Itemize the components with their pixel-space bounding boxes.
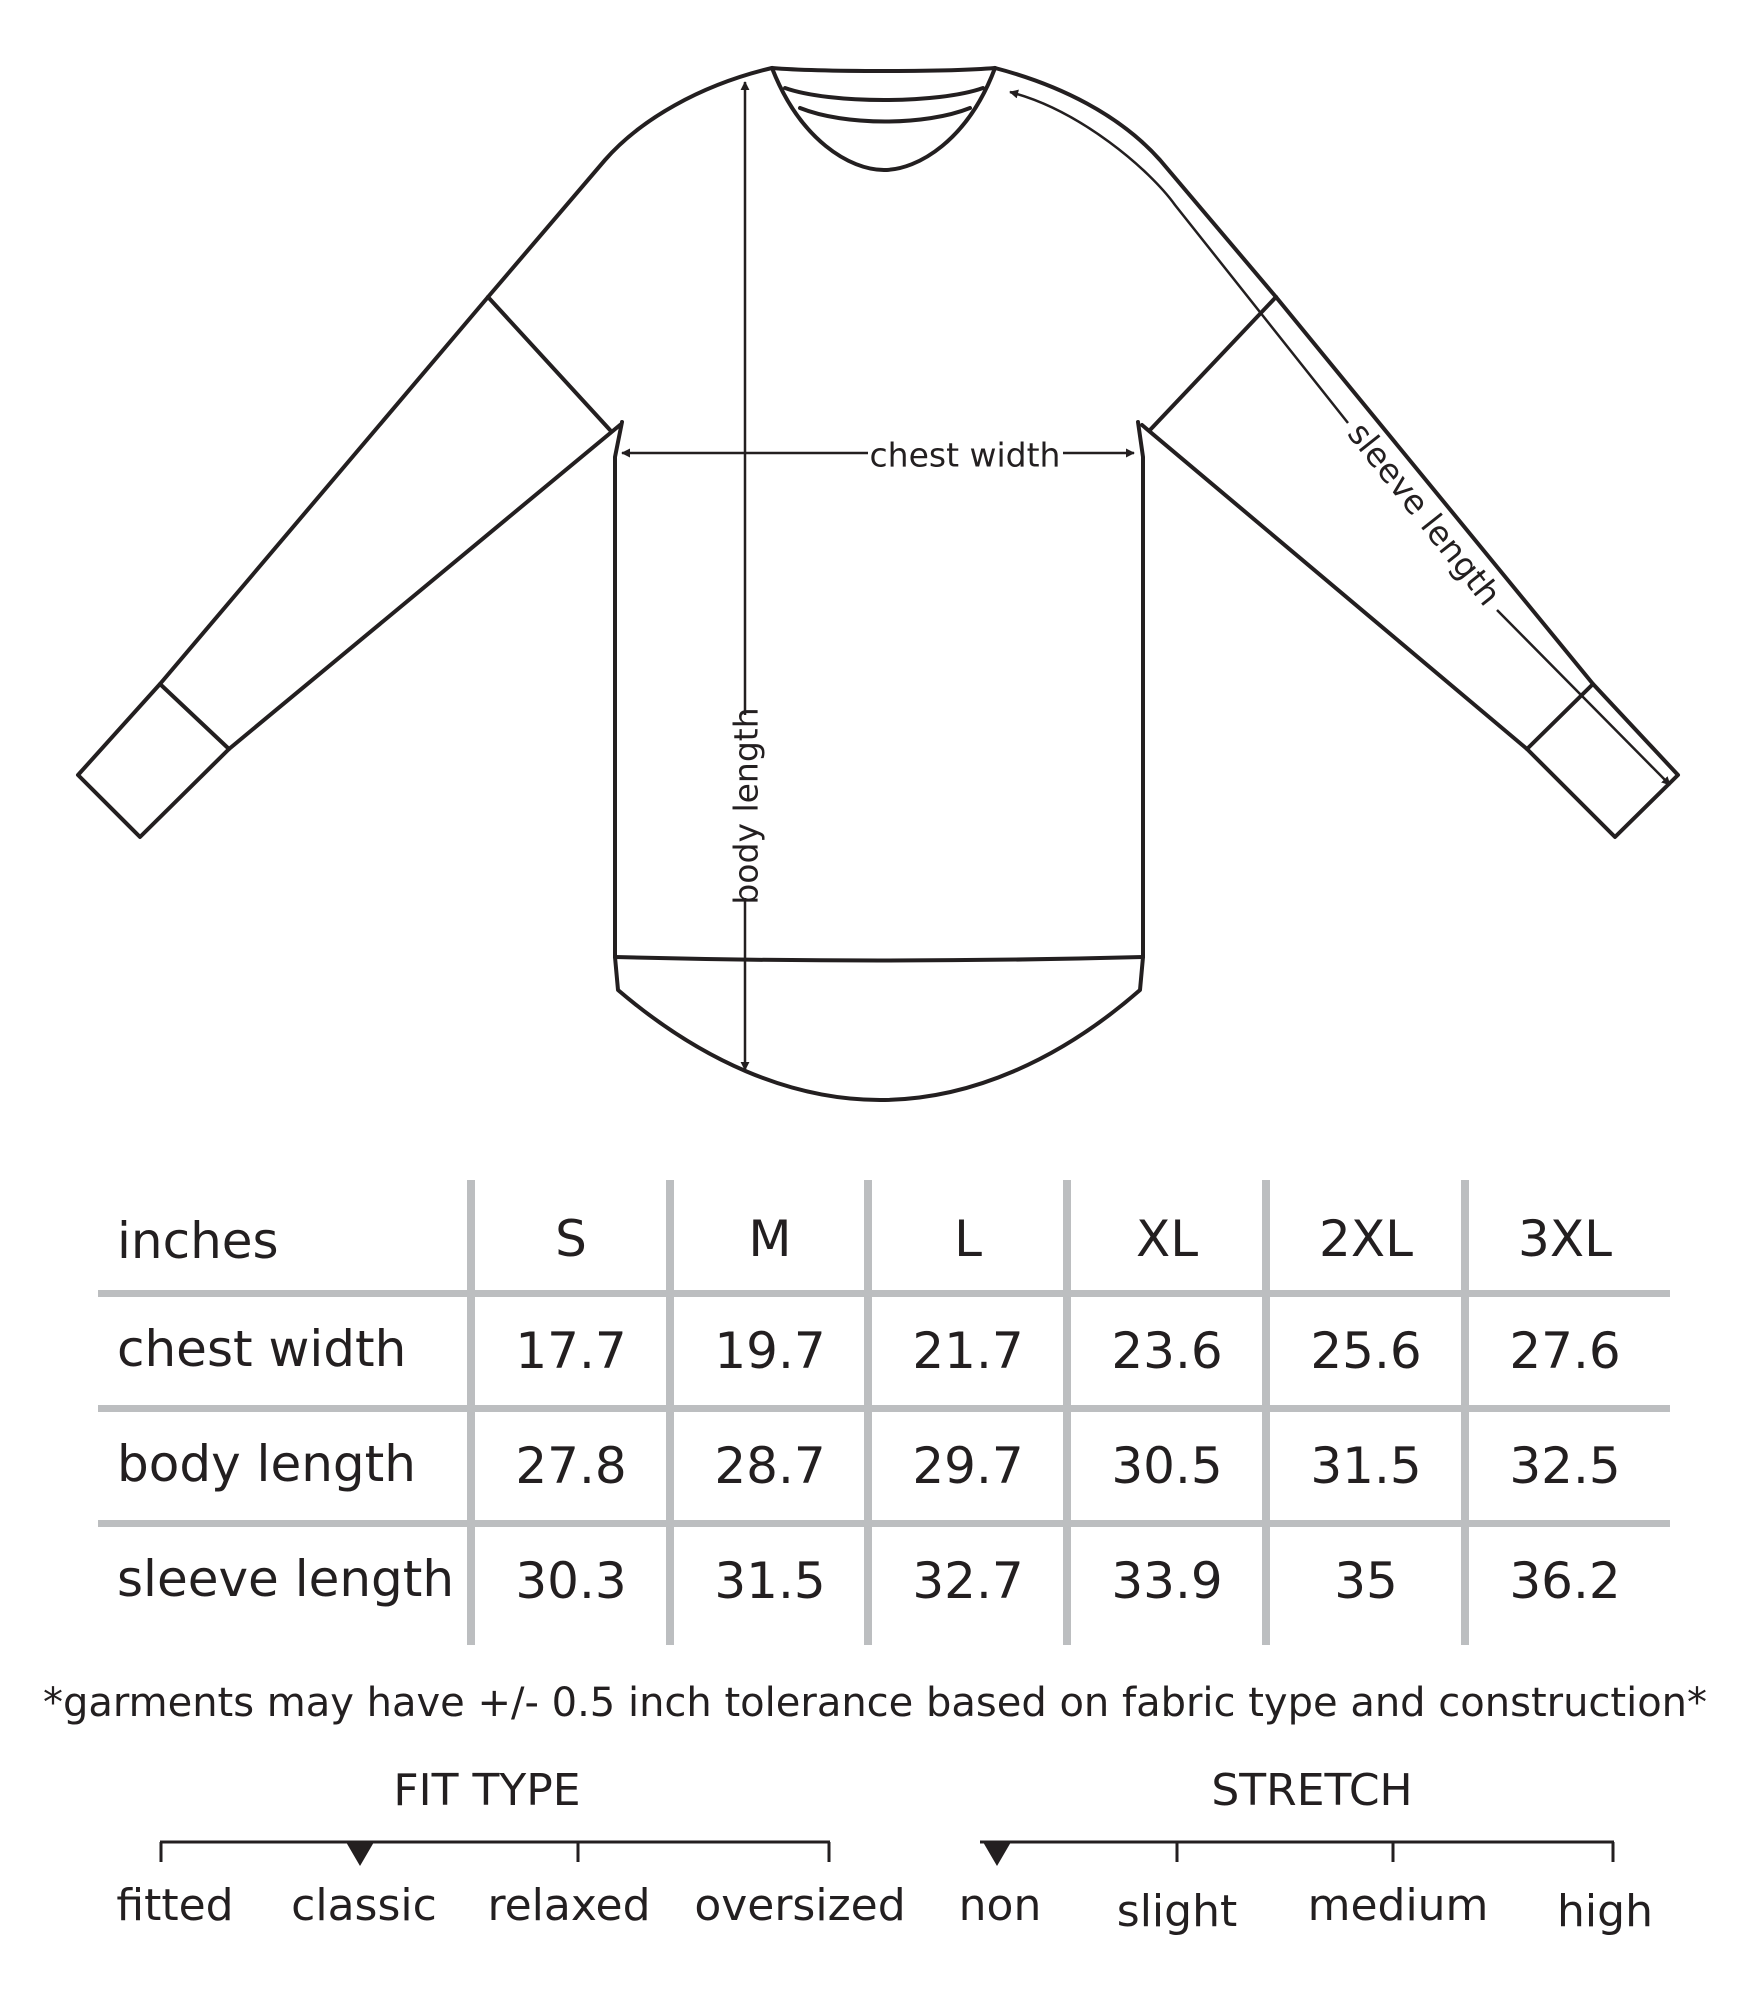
fit-type-selected-marker [346,1842,374,1866]
size-header-3xl: 3XL [1518,1210,1612,1268]
stretch-title: STRETCH [1211,1765,1413,1816]
shirt-left-sleeve-outer [78,297,488,837]
shirt-left-cuff-seam [160,684,229,749]
table-cell: 31.5 [1310,1437,1422,1495]
fit-type-option-fitted: fitted [116,1880,234,1931]
sleeve-length-label: sleeve length [1340,414,1510,613]
shirt-collar-band-1 [772,68,995,71]
size-header-s: S [555,1210,587,1268]
stretch-selected-marker [983,1842,1011,1866]
table-cell: 17.7 [515,1322,627,1380]
size-header-xl: XL [1135,1210,1199,1268]
shirt-collar-outer [772,68,995,170]
stretch-option-high: high [1557,1886,1653,1937]
shirt-left-side [615,422,622,957]
shirt-left-sleeve-seam [488,297,610,430]
table-divider [98,1290,1670,1297]
table-cell: 32.7 [912,1552,1024,1610]
shirt-right-sleeve-seam [1150,297,1276,430]
size-header-m: M [748,1210,792,1268]
stretch-option-non: non [958,1880,1042,1931]
table-cell: 31.5 [714,1552,826,1610]
table-cell: 21.7 [912,1322,1024,1380]
table-cell: 36.2 [1509,1552,1621,1610]
table-divider [98,1520,1670,1527]
size-header-2xl: 2XL [1319,1210,1413,1268]
shirt-collar-band-2 [785,88,983,100]
row-label-body-length: body length [117,1435,416,1493]
shirt-right-raglan [995,68,1276,297]
table-cell: 19.7 [714,1322,826,1380]
shirt-right-cuff-seam [1527,684,1593,749]
shirt-collar-band-3 [800,108,970,122]
table-cell: 33.9 [1111,1552,1223,1610]
shirt-left-raglan [488,68,772,297]
table-cell: 32.5 [1509,1437,1621,1495]
tolerance-note: *garments may have +/- 0.5 inch tolerance based on fabric type and construction* [42,1680,1708,1726]
row-label-sleeve-length: sleeve length [117,1550,455,1608]
table-cell: 28.7 [714,1437,826,1495]
table-cell: 27.8 [515,1437,627,1495]
table-cell: 29.7 [912,1437,1024,1495]
scale-lines [0,1820,1750,1880]
stretch-option-medium: medium [1307,1880,1489,1931]
fit-type-option-oversized: oversized [694,1880,906,1931]
table-cell: 35 [1334,1552,1398,1610]
shirt-left-sleeve-inner [229,425,620,749]
size-chart-table [0,1150,1750,1650]
table-cell: 23.6 [1111,1322,1223,1380]
table-cell: 30.3 [515,1552,627,1610]
shirt-right-side [1138,422,1143,957]
row-label-chest-width: chest width [117,1320,407,1378]
fit-type-option-classic: classic [291,1880,437,1931]
sleeve-length-arrow-top [1010,92,1348,423]
table-cell: 30.5 [1111,1437,1223,1495]
shirt-hem-seam [615,957,1143,961]
shirt-hem-curve [615,957,1143,1100]
body-length-label: body length [726,707,766,905]
stretch-option-slight: slight [1116,1886,1238,1937]
size-header-l: L [954,1210,982,1268]
table-divider [98,1405,1670,1412]
chest-width-label: chest width [869,435,1061,475]
table-cell: 25.6 [1310,1322,1422,1380]
table-cell: 27.6 [1509,1322,1621,1380]
fit-type-title: FIT TYPE [393,1765,581,1816]
fit-type-option-relaxed: relaxed [487,1880,651,1931]
table-unit-header: inches [117,1212,279,1270]
sleeve-length-arrow-bottom [1497,610,1670,785]
